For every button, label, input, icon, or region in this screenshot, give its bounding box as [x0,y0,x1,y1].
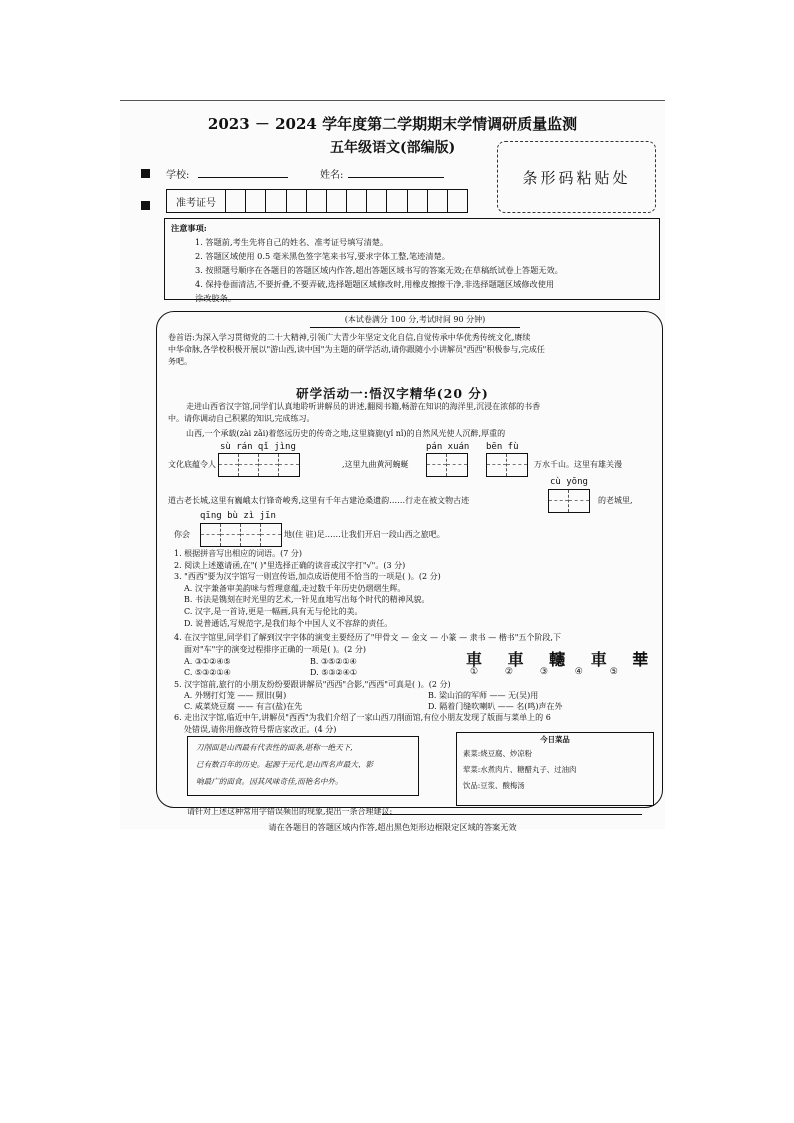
q3-option[interactable]: C. 汉字,是一首诗,更是一幅画,具有无与伦比的美。 [184,606,363,616]
q4-option[interactable]: A. ③①②④⑤ [184,657,231,666]
exam-id-label: 准考证号 [167,190,226,212]
school-label: 学校: [166,170,190,181]
question-3: 3. "西西"要为汉字馆写一则宣传语,加点成语使用不恰当的一项是( )。(2 分) [174,572,441,582]
menu-row: 饮品:豆浆、酸梅汤 [463,781,525,790]
passage-line: 中。请你调动自己积累的知识,完成练习。 [168,414,315,423]
exam-subtitle: 五年级语文(部编版) [330,140,456,156]
passage-line: 文化底蕴令人 [168,460,216,469]
signboard-line: 已有数百年的历史。起源于元代,是山西名声最大、影 [196,760,374,769]
pinyin-1: sù rán qǐ jìng [220,442,296,452]
preface-line: 中华命脉,各学校积极开展以"游山西,读中国"为主题的研学活动,请你跟随小小讲解员"西西"积极参与,完成任 [168,345,545,354]
notice-item: 涂改胶条。 [195,293,236,303]
q5-option[interactable]: C. 咸菜烧豆腐 —— 有言(盐)在先 [184,702,303,711]
passage-line: 的老城里, [598,496,633,505]
name-label: 姓名: [320,170,344,181]
pinyin-5: qīng bù zì jīn [200,511,276,521]
answer-grid-3[interactable] [486,453,528,477]
passage-line: 山西,一个承载(zài zǎi)着悠远历史的传奇之地,这里旖旎(yǐ nǐ)的自然风光使人沉醉,厚重的 [186,429,506,438]
shop-signboard [187,736,419,796]
passage-line: 走进山西省汉字馆,同学们认真地聆听讲解员的讲述,翻阅书籍,畅游在知识的海洋里,沉浸在浓郁的书香 [186,402,541,411]
signboard-line: 刀削面是山西最有代表性的面条,堪称一绝天下, [196,743,353,752]
preface-line: 卷首语:为深入学习贯彻党的二十大精神,引领广大青少年坚定文化自信,自觉传承中华优秀传统文化,赓续 [168,333,531,342]
menu-board [456,732,654,806]
question-2: 2. 阅读上述邀请函,在"( )"里选择正确的读音或汉字打"√"。(3 分) [174,560,406,570]
answer-grid-5[interactable] [200,523,282,547]
pinyin-3: bēn fù [486,442,519,452]
barcode-area: 条形码粘贴处 [497,141,656,213]
q4-option[interactable]: B. ③⑤②①④ [310,657,357,666]
pinyin-2: pán xuán [426,442,470,452]
suggestion-prompt: 请针对上述这种常用字错误频出的现象,提出一条合理建议: [187,807,393,816]
q3-option[interactable]: D. 说普通话,写规范字,是我们每个中国人义不容辞的责任。 [184,618,393,628]
notice-item: 2. 答题区域使用 0.5 毫米黑色签字笔来书写,要求字体工整,笔迹清楚。 [195,251,450,261]
answer-grid-4[interactable] [548,489,590,513]
q4-option[interactable]: D. ⑤③②④① [310,668,358,677]
question-6: 6. 走出汉字馆,临近中午,讲解员"西西"为我们介绍了一家山西刀削面馆,有位小朋友发现了版面与菜单上的 6 处错误,请你用修改符号帮店家改正。(4 分) [174,713,551,734]
passage-line: ,这里九曲黄河蜿蜒 [342,460,409,469]
answer-grid-2[interactable] [426,453,468,477]
passage-line: 道古老长城,这里有巍峨太行锋奇峻秀,这里有千年古建沧桑遗韵……行走在被文物古迹 [168,496,470,505]
answer-grid-1[interactable] [218,453,300,477]
passage-intro [168,401,658,425]
notice-item: 3. 按照题号顺序在各题目的答题区域内作答,超出答题区域书写的答案无效;在草稿纸试卷上答题无效。 [195,265,563,275]
footer-note: 请在各题目的答题区域内作答,超出黑色矩形边框限定区域的答案无效 [268,822,517,832]
char-evolution-numbers: ① ② ③ ④ ⑤ [470,667,630,677]
q5-option[interactable]: B. 梁山泊的军师 —— 无(吴)用 [428,691,539,700]
exam-title: 2023 － 2024 学年度第二学期期末学情调研质量监测 [207,115,578,133]
q3-option[interactable]: A. 汉字兼备审美韵味与哲理意蕴,走过数千年历史仍熠熠生辉。 [184,583,406,593]
passage-line: 万水千山。这里有雄关漫 [534,460,622,469]
alignment-mark [141,169,150,178]
notice-item: 1. 答题前,考生先将自己的姓名、准考证号填写清楚。 [195,237,389,247]
q5-option[interactable]: A. 外甥打灯笼 —— 照旧(舅) [184,691,287,700]
q3-option[interactable]: B. 书法是镌刻在时光里的艺术,一针见血地写出每个时代的精神风貌。 [184,595,430,605]
section-title: 研学活动一:悟汉字精华(20 分) [296,386,489,401]
q4-option[interactable]: C. ⑤③②①④ [184,668,231,677]
name-field[interactable] [348,165,444,178]
question-5: 5. 汉字馆前,旅行的小朋友纷纷要跟讲解员"西西"合影,"西西"可真是( )。(2 分) [174,680,451,689]
passage-line: 地(住 驻)足……让我们开启一段山西之旅吧。 [284,530,445,539]
question-1: 1. 根据拼音写出相应的词语。(7 分) [174,549,303,558]
signboard-line: 响最广的面食。因其风味奇佳,而艳名中外。 [196,777,343,786]
q5-option[interactable]: D. 隔着门缝吹喇叭 —— 名(鸣)声在外 [428,702,563,711]
preface-line: 务吧。 [168,357,192,366]
char-evolution-glyphs: 車 車 𨏥 車 𠦒 [466,650,659,669]
pinyin-4: cù yōng [550,477,588,487]
passage-line: 你会 [174,530,190,539]
suggestion-answer-line[interactable] [382,814,642,815]
questions-block [174,548,654,629]
menu-row: 素菜:烧豆腐、炒凉粉 [463,749,533,758]
score-info: (本试卷满分 100 分,考试时间 90 分钟) [310,314,520,328]
exam-id-box[interactable] [166,189,468,213]
menu-row: 荤菜:水煮肉片、糖醋丸子、过油肉 [463,765,577,774]
school-field[interactable] [198,165,288,178]
notice-heading: 注意事项: [171,223,207,233]
menu-title: 今日菜品 [540,735,570,744]
alignment-mark [141,201,150,210]
notice-item: 4. 保持卷面清洁,不要折叠,不要弄破,选择题题区域修改时,用橡皮擦擦干净,非选择题题区域修改使用 [195,279,555,289]
question-4: 4. 在汉字馆里,同学们了解到汉字字体的演变主要经历了"甲骨文 — 金文 — 小篆 — 隶书 — 楷书"五个阶段,下 面对"车"字的演变过程排序正确的一项是( )。(2 分) [174,633,561,654]
preface [168,332,658,368]
notice-box [164,218,660,303]
exam-sheet [120,100,665,829]
